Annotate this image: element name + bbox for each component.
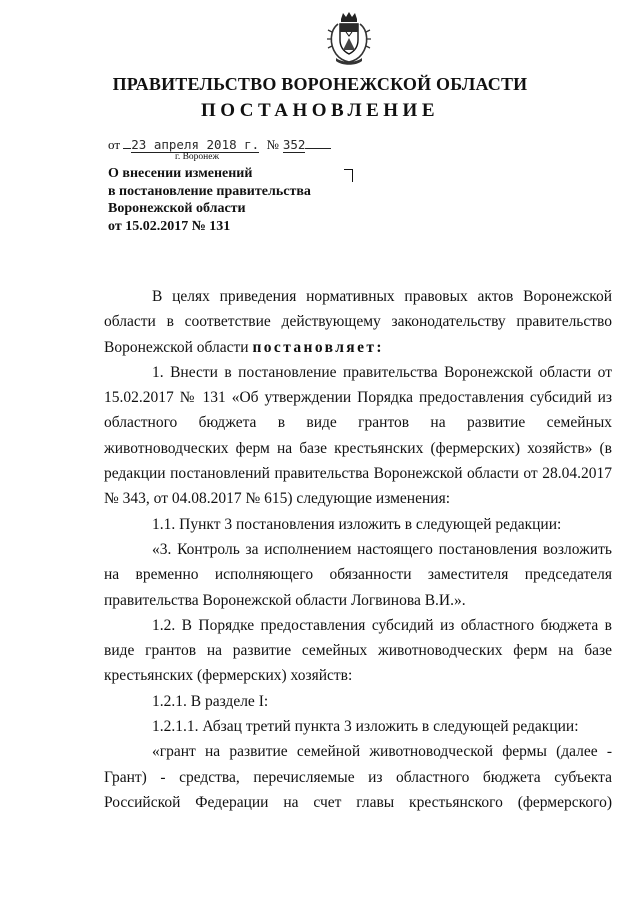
preamble-text: В целях приведения нормативных правовых актов Воронежской области в соответствие действующему законодательству правительство Воронежской области	[104, 288, 612, 356]
date-prefix: от	[108, 137, 121, 152]
paragraph-1: 1. Внести в постановление правительства Воронежской области от 15.02.2017 № 131 «Об утверждении Порядка предоставления субсидий из областного бюджета в виде грантов на развитие семейных животноводческих ферм на базе крестьянских (фермерских) хозяйств» (в редакции постановлений правительства Воронежской области от 28.04.2017 № 343, от 04.08.2017 № 615) следующие изменения:	[104, 363, 612, 508]
paragraph-1-1-quote: «3. Контроль за исполнением настоящего постановления возложить на временно исполняющего обязанности заместителя председателя правительства Воронежской области Логвинова В.И.».	[104, 540, 612, 609]
corner-bracket	[344, 169, 353, 182]
document-type-title: ПОСТАНОВЛЕНИЕ	[200, 100, 440, 121]
handwritten-number: 352	[282, 137, 306, 152]
document-body	[104, 284, 612, 815]
city-label: г. Воронеж	[175, 152, 220, 162]
paragraph-grant-definition: «грант на развитие семейной животноводческой фермы (далее - Грант) - средства, перечисляемые из областного бюджета субъекта Российской Федерации на счет главы крестьянского (фермерского)	[104, 743, 612, 811]
coat-of-arms-icon	[326, 10, 372, 66]
organization-title: ПРАВИТЕЛЬСТВО ВОРОНЕЖСКОЙ ОБЛАСТИ	[112, 74, 528, 94]
date-number-line	[108, 137, 331, 153]
paragraph-1-1: 1.1. Пункт 3 постановления изложить в следующей редакции:	[152, 515, 562, 533]
number-sign: №	[266, 137, 279, 152]
handwritten-date: 23 апреля 2018 г.	[131, 137, 260, 152]
subject-line: в постановление правительства	[108, 183, 311, 199]
paragraph-1-2-1: 1.2.1. В разделе I:	[152, 692, 269, 710]
paragraph-1-2: 1.2. В Порядке предоставления субсидий из областного бюджета в виде грантов на развитие семейных животноводческих ферм на базе крестьянских (фермерских) хозяйств:	[104, 616, 612, 685]
subject-line: О внесении изменений	[108, 166, 253, 181]
preamble-paragraph	[104, 284, 612, 360]
resolves-word: постановляет:	[252, 338, 384, 356]
paragraph-1-2-1-1: 1.2.1.1. Абзац третий пункта 3 изложить в следующей редакции:	[152, 718, 579, 736]
subject-line: Воронежской области	[108, 201, 246, 216]
subject-line: от 15.02.2017 № 131	[108, 218, 231, 234]
document-subject	[108, 165, 368, 235]
